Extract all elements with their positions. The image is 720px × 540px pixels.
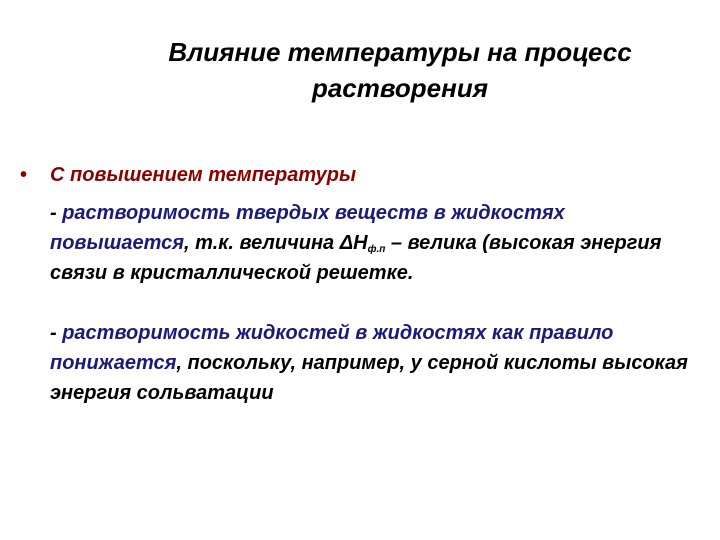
slide-title: [100, 34, 700, 106]
paragraph-text: , поскольку, например, у серной кислоты высокая энергия сольватации: [50, 352, 688, 404]
emphasis-text: растворимость жидкостей в жидкостях как правило понижается: [50, 322, 614, 374]
title-line-2: растворения: [311, 73, 489, 103]
paragraph-liquids: [50, 318, 695, 408]
paragraph-dash: -: [50, 322, 63, 344]
bullet-marker: •: [20, 164, 28, 186]
paragraph-dash: -: [50, 202, 63, 224]
subscript-tail: –: [385, 232, 408, 254]
subscript-text: ф.п: [367, 244, 386, 255]
title-line-1: Влияние температуры на процесс: [168, 37, 632, 67]
bullet-heading: С повышением температуры: [50, 164, 357, 186]
paragraph-text: , т.к. величина ΔН: [184, 232, 368, 254]
paragraph-solids: [50, 198, 695, 288]
paragraph-text-continued: велика (высокая энергия связи в кристаллической решетке.: [50, 232, 662, 284]
emphasis-text: растворимость твердых веществ в жидкостях повышается: [50, 202, 565, 254]
